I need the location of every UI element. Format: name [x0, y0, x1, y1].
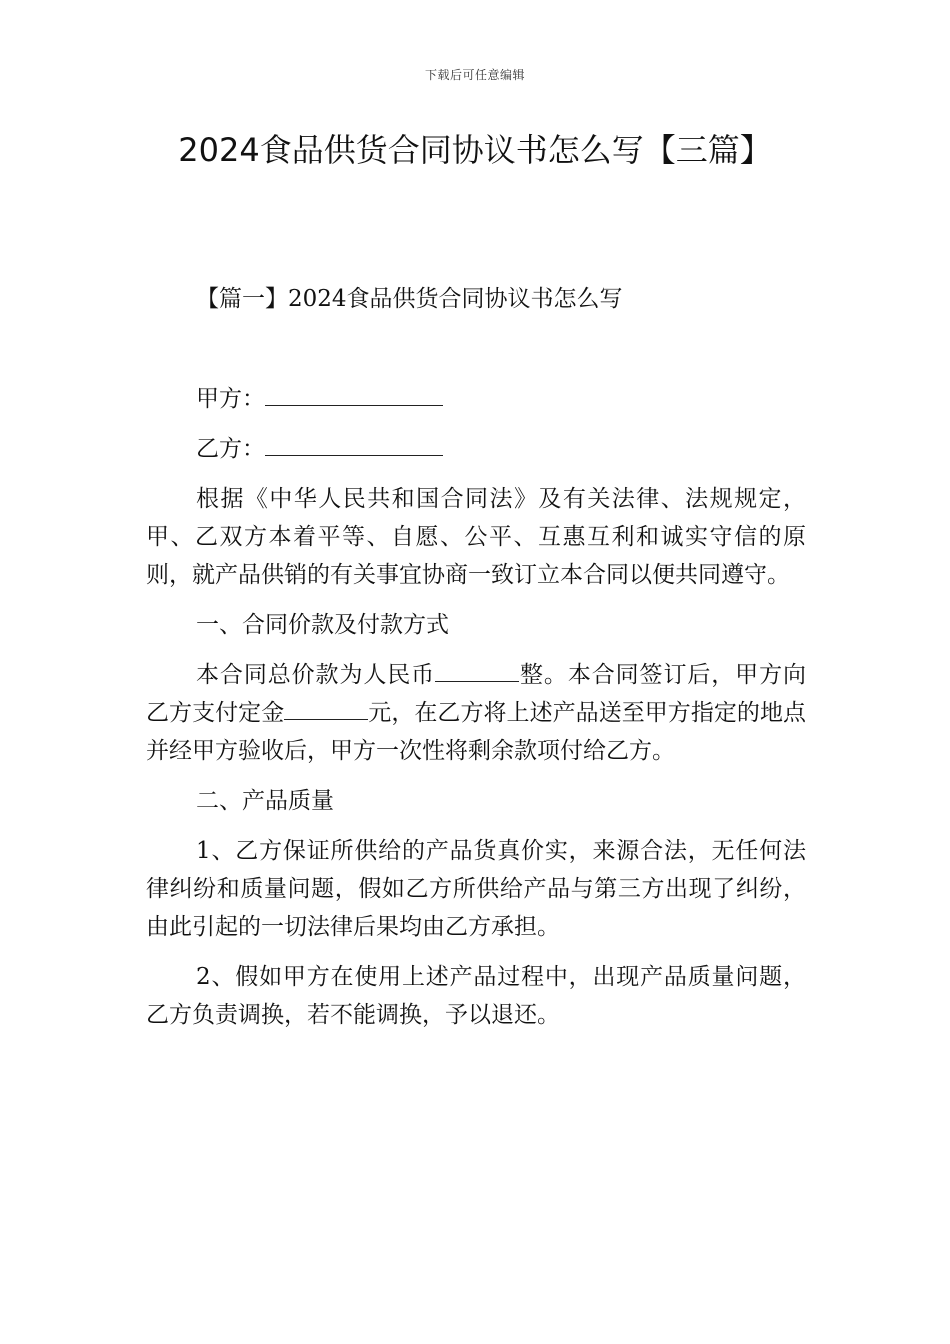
party-a-line: [146, 380, 806, 418]
clause-1-heading: 一、合同价款及付款方式: [196, 612, 449, 638]
deposit-blank: [284, 701, 368, 720]
total-price-blank: [435, 663, 519, 682]
intro-paragraph: 根据《中华人民共和国合同法》及有关法律、法规规定，甲、乙双方本着平等、自愿、公平、互惠互利和诚实守信的原则，就产品供销的有关事宜协商一致订立本合同以便共同遵守。: [146, 486, 806, 588]
party-b-blank: [265, 437, 443, 456]
party-b-line: [146, 430, 806, 468]
document-title: 2024食品供货合同协议书怎么写【三篇】: [178, 131, 772, 169]
clause-2-item-1: 1、乙方保证所供给的产品货真价实，来源合法，无任何法律纠纷和质量问题，假如乙方所供给产品与第三方出现了纠纷，由此引起的一切法律后果均由乙方承担。: [146, 838, 806, 940]
document-body: [146, 380, 806, 1046]
clause-1-paragraph: [146, 656, 806, 770]
party-b-label: 乙方：: [196, 436, 265, 462]
clause-2-item-2: 2、假如甲方在使用上述产品过程中，出现产品质量问题，乙方负责调换，若不能调换，予以退还。: [146, 964, 806, 1028]
clause-1-text-a: 本合同总价款为人民币: [196, 662, 436, 688]
section-heading: 【篇一】2024食品供货合同协议书怎么写: [196, 286, 623, 312]
header-note: 下载后可任意编辑: [424, 68, 525, 82]
clause-1-text-c: 元，在乙方将上述产品送至甲方指定的地点并经甲方验收后，甲方一次性将剩余款项付给乙方。: [146, 700, 807, 764]
clause-1-text-b: 整。本合同签订后，甲方向乙方支付定金: [146, 662, 807, 726]
party-a-label: 甲方：: [196, 386, 265, 412]
clause-2-heading: 二、产品质量: [196, 788, 334, 814]
party-a-blank: [265, 387, 443, 406]
